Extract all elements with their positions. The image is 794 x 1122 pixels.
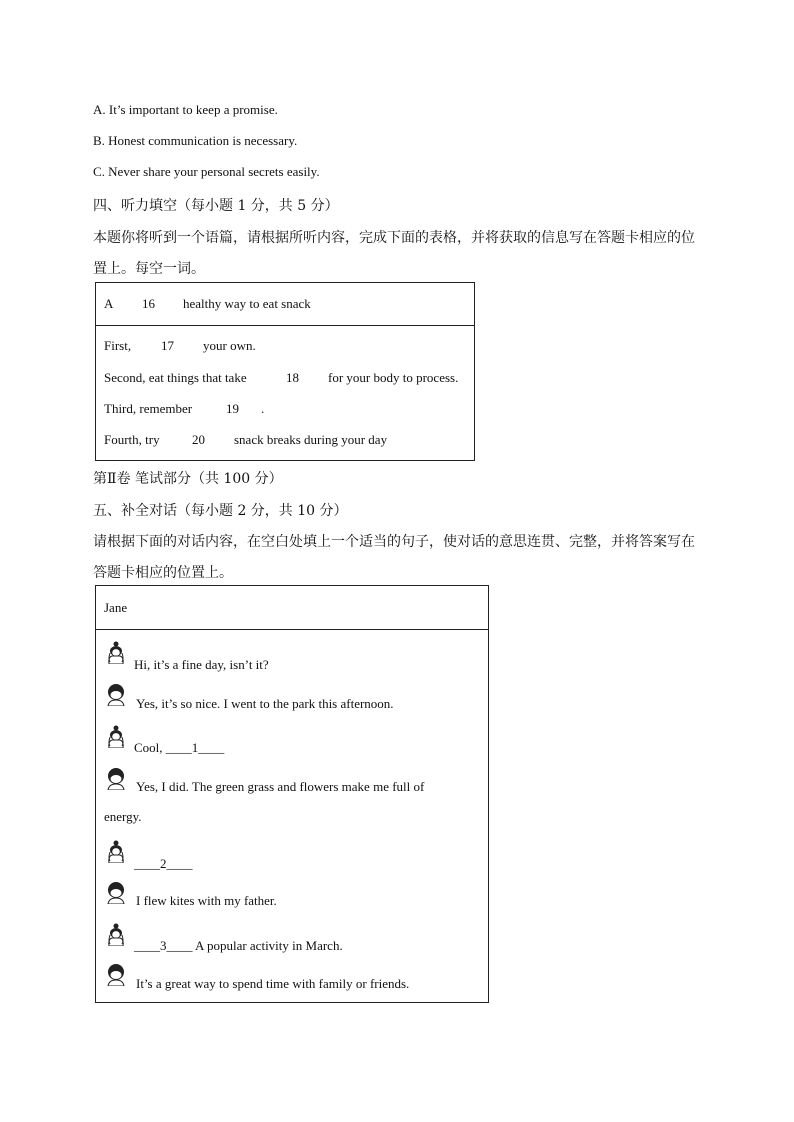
listening-table — [95, 282, 475, 461]
dialogue-header — [96, 586, 488, 630]
row4-post: snack breaks during your day — [234, 432, 388, 447]
dialogue-box — [95, 585, 489, 1003]
section4-instruction-1: 本题你将听到一个语篇，请根据所听内容，完成下面的表格，并将获取的信息写在答题卡相应的位 — [93, 230, 695, 246]
dialogue-line-3: Cool, ____1____ — [134, 740, 225, 755]
row1-post: your own. — [203, 338, 256, 353]
girl-avatar-icon — [105, 839, 127, 863]
row3-pre: Third, remember — [104, 401, 193, 416]
row1-blank-17: 17 — [161, 338, 174, 353]
option-a: A. It’s important to keep a promise. — [93, 102, 278, 117]
dialogue-line-4-cont: energy. — [104, 809, 142, 824]
row2-pre: Second, eat things that take — [104, 370, 247, 385]
dialogue-line-4: Yes, I did. The green grass and flowers make me full of — [136, 779, 425, 794]
option-b: B. Honest communication is necessary. — [93, 133, 298, 148]
dialogue-line-7: ____3____ A popular activity in March. — [134, 938, 343, 953]
header-post: healthy way to eat snack — [183, 296, 311, 311]
section5-instruction-2: 答题卡相应的位置上。 — [93, 565, 233, 581]
row2-post: for your body to process. — [328, 370, 459, 385]
header-pre: A — [104, 296, 114, 311]
option-c: C. Never share your personal secrets easily. — [93, 164, 320, 179]
dialogue-line-5: ____2____ — [134, 856, 193, 871]
boy-avatar-icon — [105, 766, 127, 790]
row3-post: . — [261, 401, 265, 416]
dialogue-line-1: Hi, it’s a fine day, isn’t it? — [134, 657, 269, 672]
dialogue-header-name: Jane — [104, 600, 128, 615]
girl-avatar-icon — [105, 724, 127, 748]
girl-avatar-icon — [105, 640, 127, 664]
header-blank-16: 16 — [142, 296, 155, 311]
section5-title: 五、补全对话（每小题 2 分，共 10 分） — [93, 503, 348, 519]
listening-table-header — [96, 283, 474, 326]
row1-pre: First, — [104, 338, 132, 353]
section5-instruction-1: 请根据下面的对话内容，在空白处填上一个适当的句子，使对话的意思连贯、完整，并将答案写在 — [93, 534, 695, 550]
section4-instruction-2: 置上。每空一词。 — [93, 261, 205, 277]
row4-blank-20: 20 — [192, 432, 205, 447]
row4-pre: Fourth, try — [104, 432, 160, 447]
boy-avatar-icon — [105, 682, 127, 706]
row2-blank-18: 18 — [286, 370, 299, 385]
section4-title: 四、听力填空（每小题 1 分，共 5 分） — [93, 198, 339, 214]
dialogue-line-6: I flew kites with my father. — [136, 893, 277, 908]
boy-avatar-icon — [105, 962, 127, 986]
row3-blank-19: 19 — [226, 401, 239, 416]
dialogue-line-2: Yes, it’s so nice. I went to the park this afternoon. — [136, 696, 394, 711]
dialogue-line-8: It’s a great way to spend time with family or friends. — [136, 976, 410, 991]
part2-title: 第Ⅱ卷 笔试部分（共 100 分） — [93, 471, 283, 487]
girl-avatar-icon — [105, 922, 127, 946]
boy-avatar-icon — [105, 880, 127, 904]
